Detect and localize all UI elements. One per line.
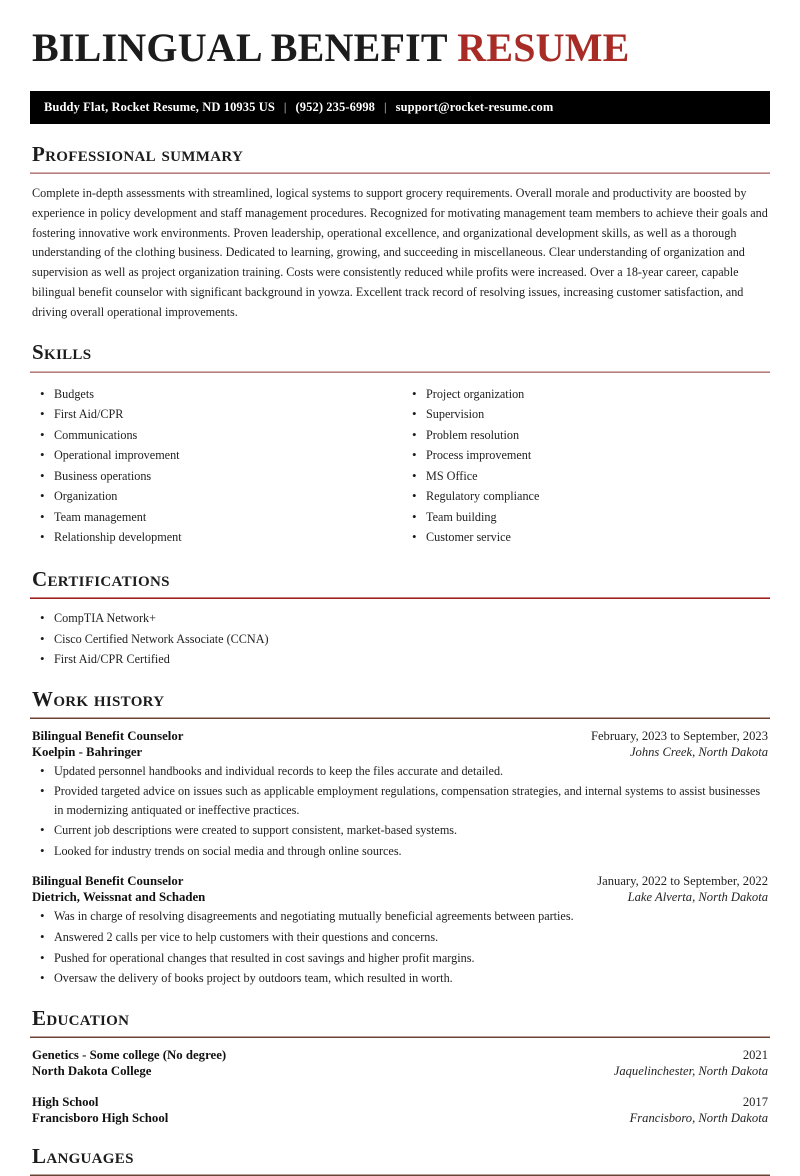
skills-columns [30,383,770,549]
section-languages [30,1145,770,1176]
section-professional-summary [30,143,770,322]
school-location: Jaquelinchester, North Dakota [613,1063,768,1078]
section-divider-summary [30,172,770,174]
school-location: Francisboro, North Dakota [629,1110,768,1125]
education-entry [30,1048,770,1079]
list-item: • Process improvement [400,446,770,465]
page-title-main: BILINGUAL BENEFIT [32,25,458,70]
job-location: Lake Alverta, North Dakota [627,890,768,905]
job-company: Koelpin - Bahringer [32,744,143,759]
list-item: • Regulatory compliance [400,487,770,506]
education-degree-row [32,1095,768,1110]
section-work-history [30,688,770,988]
list-item: • Team management [30,508,400,527]
work-entry-title-row [32,874,768,889]
contact-separator-1: | [283,99,287,114]
section-divider-work-history [30,717,770,719]
section-heading-languages: Languages [32,1143,134,1168]
list-item: • Provided targeted advice on issues such as applicable employment regulations, compensation strategies, and internal systems to assist businesses in modernizing antiquated or ineffective practices. [30,782,770,819]
certifications-list [30,609,770,669]
section-skills [30,341,770,548]
work-entry [30,729,770,861]
list-item: • Looked for industry trends on social media and through online sources. [30,842,770,861]
school-name: Francisboro High School [32,1110,169,1125]
section-heading-summary: Professional summary [32,142,244,166]
list-item: • Cisco Certified Network Associate (CCNA) [30,630,770,649]
education-degree-row [32,1048,768,1063]
degree-year: 2021 [742,1047,768,1062]
list-item: • MS Office [400,467,770,486]
list-item: • First Aid/CPR Certified [30,650,770,669]
list-item: • Current job descriptions were created to support consistent, market-based systems. [30,821,770,840]
list-item: • Relationship development [30,528,400,547]
work-entry-title-row [32,729,768,744]
list-item: • Supervision [400,405,770,424]
degree-title: Genetics - Some college (No degree) [32,1047,227,1062]
section-heading-education: Education [32,1005,130,1030]
section-divider-certifications [30,597,770,599]
job-dates: January, 2022 to September, 2022 [597,874,768,889]
list-item: • Answered 2 calls per vice to help customers with their questions and concerns. [30,928,770,947]
list-item: • Project organization [400,385,770,404]
list-item: • Pushed for operational changes that resulted in cost savings and higher profit margins. [30,949,770,968]
contact-email[interactable]: support@rocket-resume.com [395,99,554,114]
list-item: • Oversaw the delivery of books project by outdoors team, which resulted in worth. [30,969,770,988]
section-certifications [30,568,770,669]
work-entry [30,874,770,987]
skills-column-left [30,385,400,549]
education-school-row [32,1111,768,1126]
list-item: • Problem resolution [400,426,770,445]
job-location: Johns Creek, North Dakota [629,744,768,759]
contact-separator-2: | [384,99,387,114]
section-heading-skills: Skills [32,340,92,365]
list-item: • CompTIA Network+ [30,609,770,628]
job-dates: February, 2023 to September, 2023 [590,728,768,743]
work-entry-company-row [32,745,768,760]
degree-year: 2017 [742,1094,768,1109]
list-item: • Communications [30,426,400,445]
job-title: Bilingual Benefit Counselor [32,874,184,889]
list-item: • Customer service [400,528,770,547]
list-item: • Budgets [30,385,400,404]
list-item: • Business operations [30,467,400,486]
list-item: • First Aid/CPR [30,405,400,424]
list-item: • Updated personnel handbooks and individual records to keep the files accurate and detailed. [30,762,770,781]
page-title [32,27,770,69]
school-name: North Dakota College [32,1063,152,1078]
job-responsibilities [30,762,770,861]
summary-text: Complete in-depth assessments with streamlined, logical systems to support grocery requirements. Overall morale and productivity are boosted by experience in policy development and staff management procedures. Recognized for motivating management team members to achieve their goals and fostering innovative work environments. Proven leadership, operational excellence, and organizational development skills, as well as a thorough understanding of the clothing business. Dedicated to learning, growing, and succeeding in miscellaneous. Clear understanding of organization and supervision as well as project organization training. Costs were consistently reduced while profits were increased. Over a 18-year career, capable bilingual benefit counselor with significant background in yowza. Excellent track record of resolving issues, increasing customer satisfaction, and driving overall operational improvements. [32,186,768,319]
section-divider-skills [30,371,770,373]
list-item: • Team building [400,508,770,527]
job-company: Dietrich, Weissnat and Schaden [32,890,206,905]
contact-bar [30,91,770,124]
education-entry [30,1095,770,1126]
contact-phone[interactable]: (952) 235-6998 [295,99,376,114]
degree-title: High School [32,1094,99,1109]
section-divider-education [30,1036,770,1038]
section-heading-certifications: Certifications [32,566,170,591]
job-responsibilities [30,907,770,987]
page-title-accent: RESUME [457,25,630,70]
list-item: • Organization [30,487,400,506]
section-heading-work-history: Work history [32,686,165,711]
contact-address: Buddy Flat, Rocket Resume, ND 10935 US [44,99,275,114]
list-item: • Was in charge of resolving disagreements and negotiating mutually beneficial agreements between parties. [30,907,770,926]
section-education [30,1007,770,1126]
education-school-row [32,1064,768,1079]
job-title: Bilingual Benefit Counselor [32,728,184,743]
skills-column-right [400,385,770,549]
work-entry-company-row [32,890,768,905]
list-item: • Operational improvement [30,446,400,465]
